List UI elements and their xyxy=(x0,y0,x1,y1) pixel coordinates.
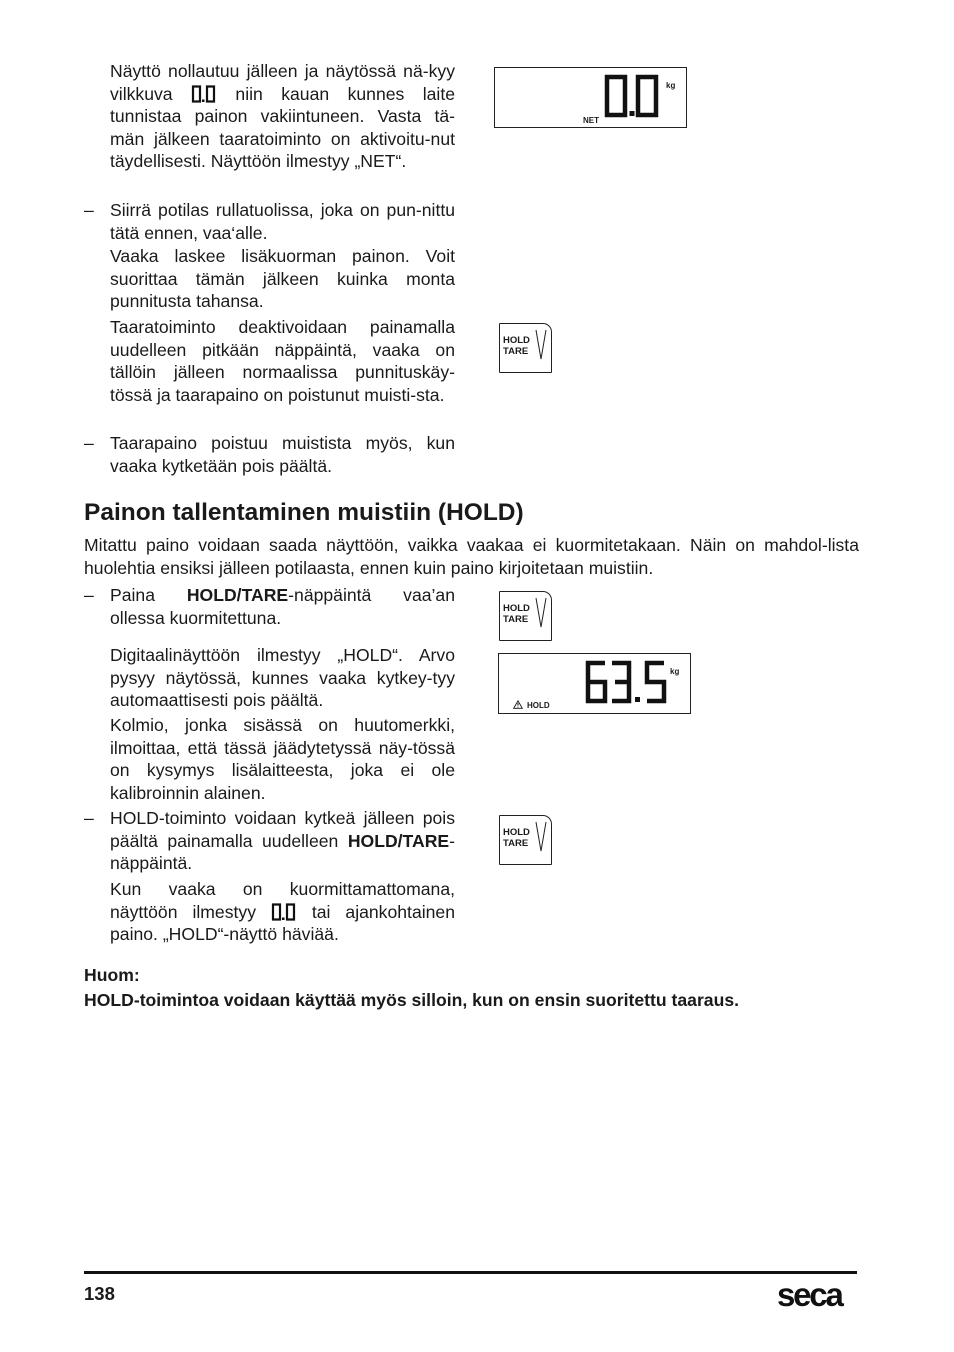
note-title: Huom: xyxy=(84,965,140,985)
hold-tare-key[interactable]: HOLD TARE xyxy=(499,591,552,641)
blinking-zero-glyph xyxy=(191,85,217,103)
hold-tare-key[interactable]: HOLD TARE xyxy=(499,815,552,865)
paragraph-tare-deactivate: Taaratoiminto deaktivoidaan painamalla uudelleen pitkään näppäintä, vaaka on tällöin jälleen normaalissa punnituskäy-tössä ja taarapaino on poistunut muisti-sta. xyxy=(110,317,455,405)
lcd-digits xyxy=(585,659,669,705)
hold-indicator: HOLD xyxy=(527,701,550,710)
key-wedge-icon xyxy=(535,821,547,853)
page-number: 138 xyxy=(84,1283,115,1304)
note-text: HOLD-toimintoa voidaan käyttää myös silloin, kun on ensin suoritettu taaraus. xyxy=(84,990,739,1010)
seca-logo xyxy=(777,1278,859,1312)
bullet-press-hold: Paina HOLD/TARE-näppäintä vaa’an ollessa kuormitettuna. xyxy=(110,585,455,628)
net-indicator: NET xyxy=(583,116,599,125)
footer-rule xyxy=(84,1271,857,1274)
paragraph-zeroing: Näyttö nollautuu jälleen ja näytössä nä-kyy vilkkuva niin kauan kunnes laite tunnistaa painon vakiintuneen. Vasta tä-män jälkeen taaratoiminto on aktivoitu-nut täydellisesti. Näyttöön ilmestyy „NET“. xyxy=(110,61,455,172)
hold-tare-key[interactable]: HOLD TARE xyxy=(499,323,552,373)
bullet-dash: – xyxy=(84,585,94,605)
bullet-tare-cleared: Taarapaino poistuu muistista myös, kun vaaka kytketään pois päältä. xyxy=(110,433,455,476)
paragraph-unloaded: Kun vaaka on kuormittamattomana, näyttöön ilmestyy tai ajankohtainen paino. „HOLD“-näyttö häviää. xyxy=(110,879,455,945)
lcd-display-hold xyxy=(498,653,691,714)
paragraph-triangle-note: Kolmio, jonka sisässä on huutomerkki, ilmoittaa, että tässä jäädytetyssä näy-tössä on kysymys lisälaitteesta, joka ei ole kalibroinnin alainen. xyxy=(110,715,455,803)
bullet-dash: – xyxy=(84,433,94,453)
svg-text:seca: seca xyxy=(777,1278,842,1312)
bullet-wheelchair: Siirrä potilas rullatuolissa, joka on pun-nittu tätä ennen, vaa‘alle. xyxy=(110,200,455,243)
key-wedge-icon xyxy=(535,329,547,361)
bullet-dash: – xyxy=(84,808,94,828)
warning-triangle-icon xyxy=(513,700,523,709)
zero-glyph xyxy=(271,903,297,921)
section-intro: Mitattu paino voidaan saada näyttöön, vaikka vaakaa ei kuormitetakaan. Näin on mahdol-lista huolehtia ensiksi jälleen potilaasta, ennen kuin paino kirjoitetaan muistiin. xyxy=(84,535,859,578)
bullet-hold-off: HOLD-toiminto voidaan kytkeä jälleen pois päältä painamalla uudelleen HOLD/TARE-näppäintä. xyxy=(110,808,455,874)
bullet-dash: – xyxy=(84,200,94,220)
unit-label: kg xyxy=(666,81,676,90)
section-heading: Painon tallentaminen muistiin (HOLD) xyxy=(84,499,524,526)
unit-label: kg xyxy=(670,667,680,676)
paragraph-hold-appears: Digitaalinäyttöön ilmestyy „HOLD“. Arvo pysyy näytössä, kunnes vaaka kytkey-tyy automaattisesti pois päältä. xyxy=(110,645,455,711)
lcd-display-net xyxy=(494,67,687,128)
lcd-digits xyxy=(603,73,663,119)
key-wedge-icon xyxy=(535,597,547,629)
paragraph-additional-load: Vaaka laskee lisäkuorman painon. Voit suorittaa tämän jälkeen kuinka monta punnitusta tahansa. xyxy=(110,246,455,312)
